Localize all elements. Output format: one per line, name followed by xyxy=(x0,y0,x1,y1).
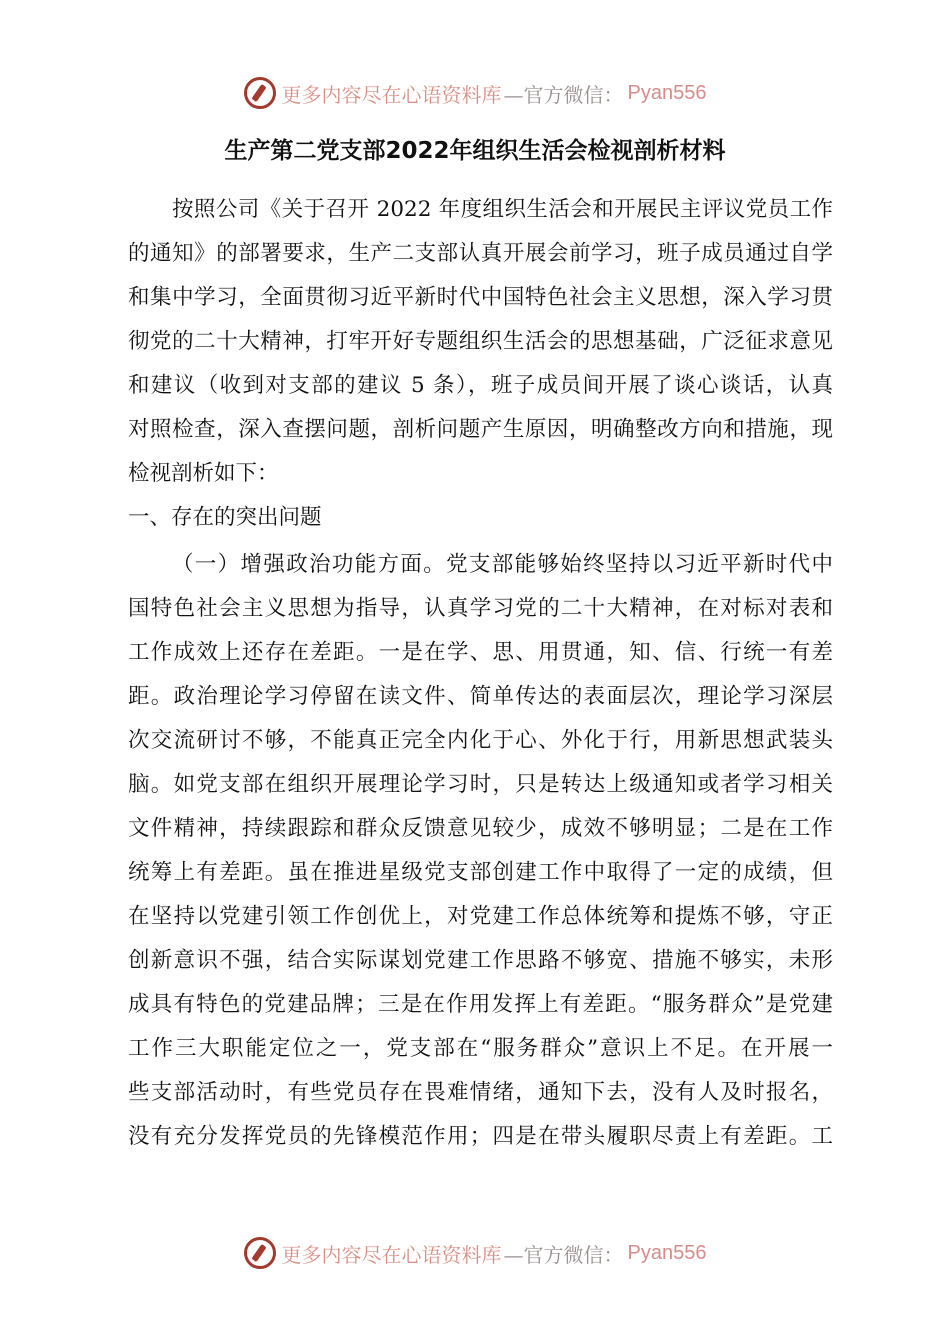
watermark-id: Pyan556 xyxy=(627,81,707,104)
watermark-main-text: 更多内容尽在心语资料库 xyxy=(281,82,502,107)
paragraph-line: 的通知》的部署要求，生产二支部认真开展会前学习，班子成员通过自学 xyxy=(128,241,833,266)
document-title: 生产第二党支部2022年组织生活会检视剖析材料 xyxy=(224,138,726,164)
paragraph-line: 距。政治理论学习停留在读文件、简单传达的表面层次，理论学习深层 xyxy=(128,684,833,709)
paragraph-line: 没有充分发挥党员的先锋模范作用；四是在带头履职尽责上有差距。工 xyxy=(128,1124,833,1149)
paragraph-line: 文件精神，持续跟踪和群众反馈意见较少，成效不够明显；二是在工作 xyxy=(128,816,833,841)
paragraph-line: 统筹上有差距。虽在推进星级党支部创建工作中取得了一定的成绩，但 xyxy=(128,860,833,885)
paragraph-line: 国特色社会主义思想为指导，认真学习党的二十大精神，在对标对表和 xyxy=(128,596,833,621)
watermark-main-text: 更多内容尽在心语资料库 xyxy=(281,1242,502,1267)
paragraph-line: 脑。如党支部在组织开展理论学习时，只是转达上级通知或者学习相关 xyxy=(128,772,833,797)
paragraph-line: 对照检查，深入查摆问题，剖析问题产生原因，明确整改方向和措施，现 xyxy=(128,417,833,442)
watermark-id: Pyan556 xyxy=(627,1241,707,1264)
paragraph-line: 工作三大职能定位之一，党支部在“服务群众”意识上不足。在开展一 xyxy=(128,1036,833,1061)
document-body xyxy=(128,188,833,1159)
section-heading: 一、存在的突出问题 xyxy=(128,505,322,530)
paragraph-line: 检视剖析如下： xyxy=(128,461,279,486)
watermark-dash-text: —官方微信： xyxy=(503,82,624,107)
paragraph-line: 按照公司《关于召开 2022 年度组织生活会和开展民主评议党员工作 xyxy=(172,197,833,222)
pen-logo-icon xyxy=(244,1237,276,1269)
paragraph-line: （一）增强政治功能方面。党支部能够始终坚持以习近平新时代中 xyxy=(172,552,833,577)
paragraph-line: 在坚持以党建引领工作创优上，对党建工作总体统筹和提炼不够，守正 xyxy=(128,904,833,929)
pen-logo-icon xyxy=(244,77,276,109)
watermark-header xyxy=(0,73,950,113)
paragraph-line: 创新意识不强，结合实际谋划党建工作思路不够宽、措施不够实，未形 xyxy=(128,948,833,973)
paragraph-line: 工作成效上还存在差距。一是在学、思、用贯通，知、信、行统一有差 xyxy=(128,640,833,665)
paragraph-line: 彻党的二十大精神，打牢开好专题组织生活会的思想基础，广泛征求意见 xyxy=(128,329,833,354)
paragraph-line: 和集中学习，全面贯彻习近平新时代中国特色社会主义思想，深入学习贯 xyxy=(128,285,833,310)
paragraph-line: 成具有特色的党建品牌；三是在作用发挥上有差距。“服务群众”是党建 xyxy=(128,992,833,1017)
paragraph-line: 些支部活动时，有些党员存在畏难情绪，通知下去，没有人及时报名， xyxy=(128,1080,833,1105)
watermark-dash-text: —官方微信： xyxy=(503,1242,624,1267)
watermark-footer xyxy=(0,1233,950,1273)
paragraph-line: 和建议（收到对支部的建议 5 条），班子成员间开展了谈心谈话，认真 xyxy=(128,373,833,398)
paragraph-line: 次交流研讨不够，不能真正完全内化于心、外化于行，用新思想武装头 xyxy=(128,728,833,753)
